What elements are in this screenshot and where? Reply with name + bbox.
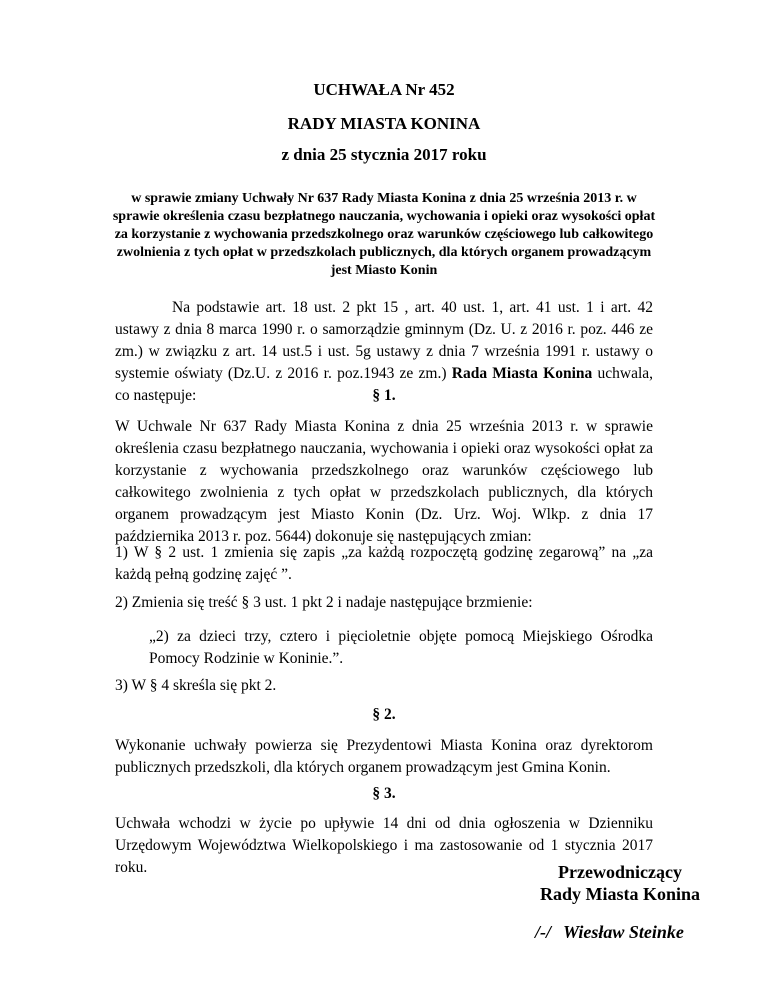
- legal-basis-text: Na podstawie art. 18 ust. 2 pkt 15 , art. 40 ust. 1, art. 41 ust. 1 i art. 42 ustawy z dnia 8 marca 1990 r. o samorządzie gminnym (Dz. U. z 2016 r. poz. 446 ze zm.) w związku z art. 14 ust.5 i ust. 5g ustawy z dnia 7 września 1991 r. ustawy o systemie oświaty (Dz.U. z 2016 r. poz.1943 ze zm.): [115, 299, 653, 382]
- resolution-date: z dnia 25 stycznia 2017 roku: [281, 145, 487, 164]
- signatory-body: Rady Miasta Konina: [539, 884, 701, 904]
- change-3: 3) W § 4 skreśla się pkt 2.: [115, 677, 277, 694]
- signature-line: [535, 922, 684, 943]
- council-name: RADY MIASTA KONINA: [287, 114, 481, 133]
- section-3-text: Uchwała wchodzi w życie po upływie 14 dni od dnia ogłoszenia w Dzienniku Urzędowym Województwa Wielkopolskiego i ma zastosowanie od 1 stycznia 2017 roku.: [115, 815, 653, 876]
- resolution-subject: w sprawie zmiany Uchwały Nr 637 Rady Miasta Konina z dnia 25 września 2013 r. w sprawie określenia czasu bezpłatnego nauczania, wychowania i opieki oraz wysokości opłat za korzystanie z wychowania przedszkolnego oraz warunków częściowego lub całkowitego zwolnienia z tych opłat w przedszkolach publicznych, dla których organem prowadzącym jest Miasto Konin: [112, 191, 656, 278]
- section-2-heading: § 2.: [372, 706, 396, 723]
- change-2: 2) Zmienia się treść § 3 ust. 1 pkt 2 i nadaje następujące brzmienie:: [115, 594, 533, 611]
- section-3-heading: § 3.: [372, 785, 396, 802]
- section-1-text: W Uchwale Nr 637 Rady Miasta Konina z dnia 25 września 2013 r. w sprawie określenia czasu bezpłatnego nauczania, wychowania i opieki oraz wysokości opłat za korzystanie z wychowania przedszkolnego oraz warunków częściowego lub całkowitego zwolnienia z tych opłat w przedszkolach publicznych, dla których organem prowadzącym jest Miasto Konin (Dz. Urz. Woj. Wlkp. z dnia 17 października 2013 r. poz. 5644) dokonuje się następujących zmian:: [115, 418, 653, 545]
- signatory-title: Przewodniczący: [558, 862, 682, 882]
- signatory-name: Wiesław Steinke: [563, 922, 684, 942]
- section-2-text: Wykonanie uchwały powierza się Prezydentowi Miasta Konina oraz dyrektorom publicznych przedszkoli, dla których organem prowadzącym jest Gmina Konin.: [115, 737, 653, 776]
- change-2-quote: „2) za dzieci trzy, cztero i pięcioletnie objęte pomocą Miejskiego Ośrodka Pomocy Rodzinie w Koninie.”.: [149, 628, 653, 667]
- signature-mark: /-/: [535, 922, 551, 942]
- change-1: 1) W § 2 ust. 1 zmienia się zapis „za każdą rozpoczętą godzinę zegarową” na „za każdą pełną godzinę zajęć ”.: [115, 544, 653, 583]
- council-reference: Rada Miasta Konina: [451, 365, 593, 382]
- section-1-heading: § 1.: [372, 387, 396, 404]
- legal-basis-ending: uchwala, co następuje:: [115, 365, 654, 404]
- resolution-number: UCHWAŁA Nr 452: [313, 80, 455, 99]
